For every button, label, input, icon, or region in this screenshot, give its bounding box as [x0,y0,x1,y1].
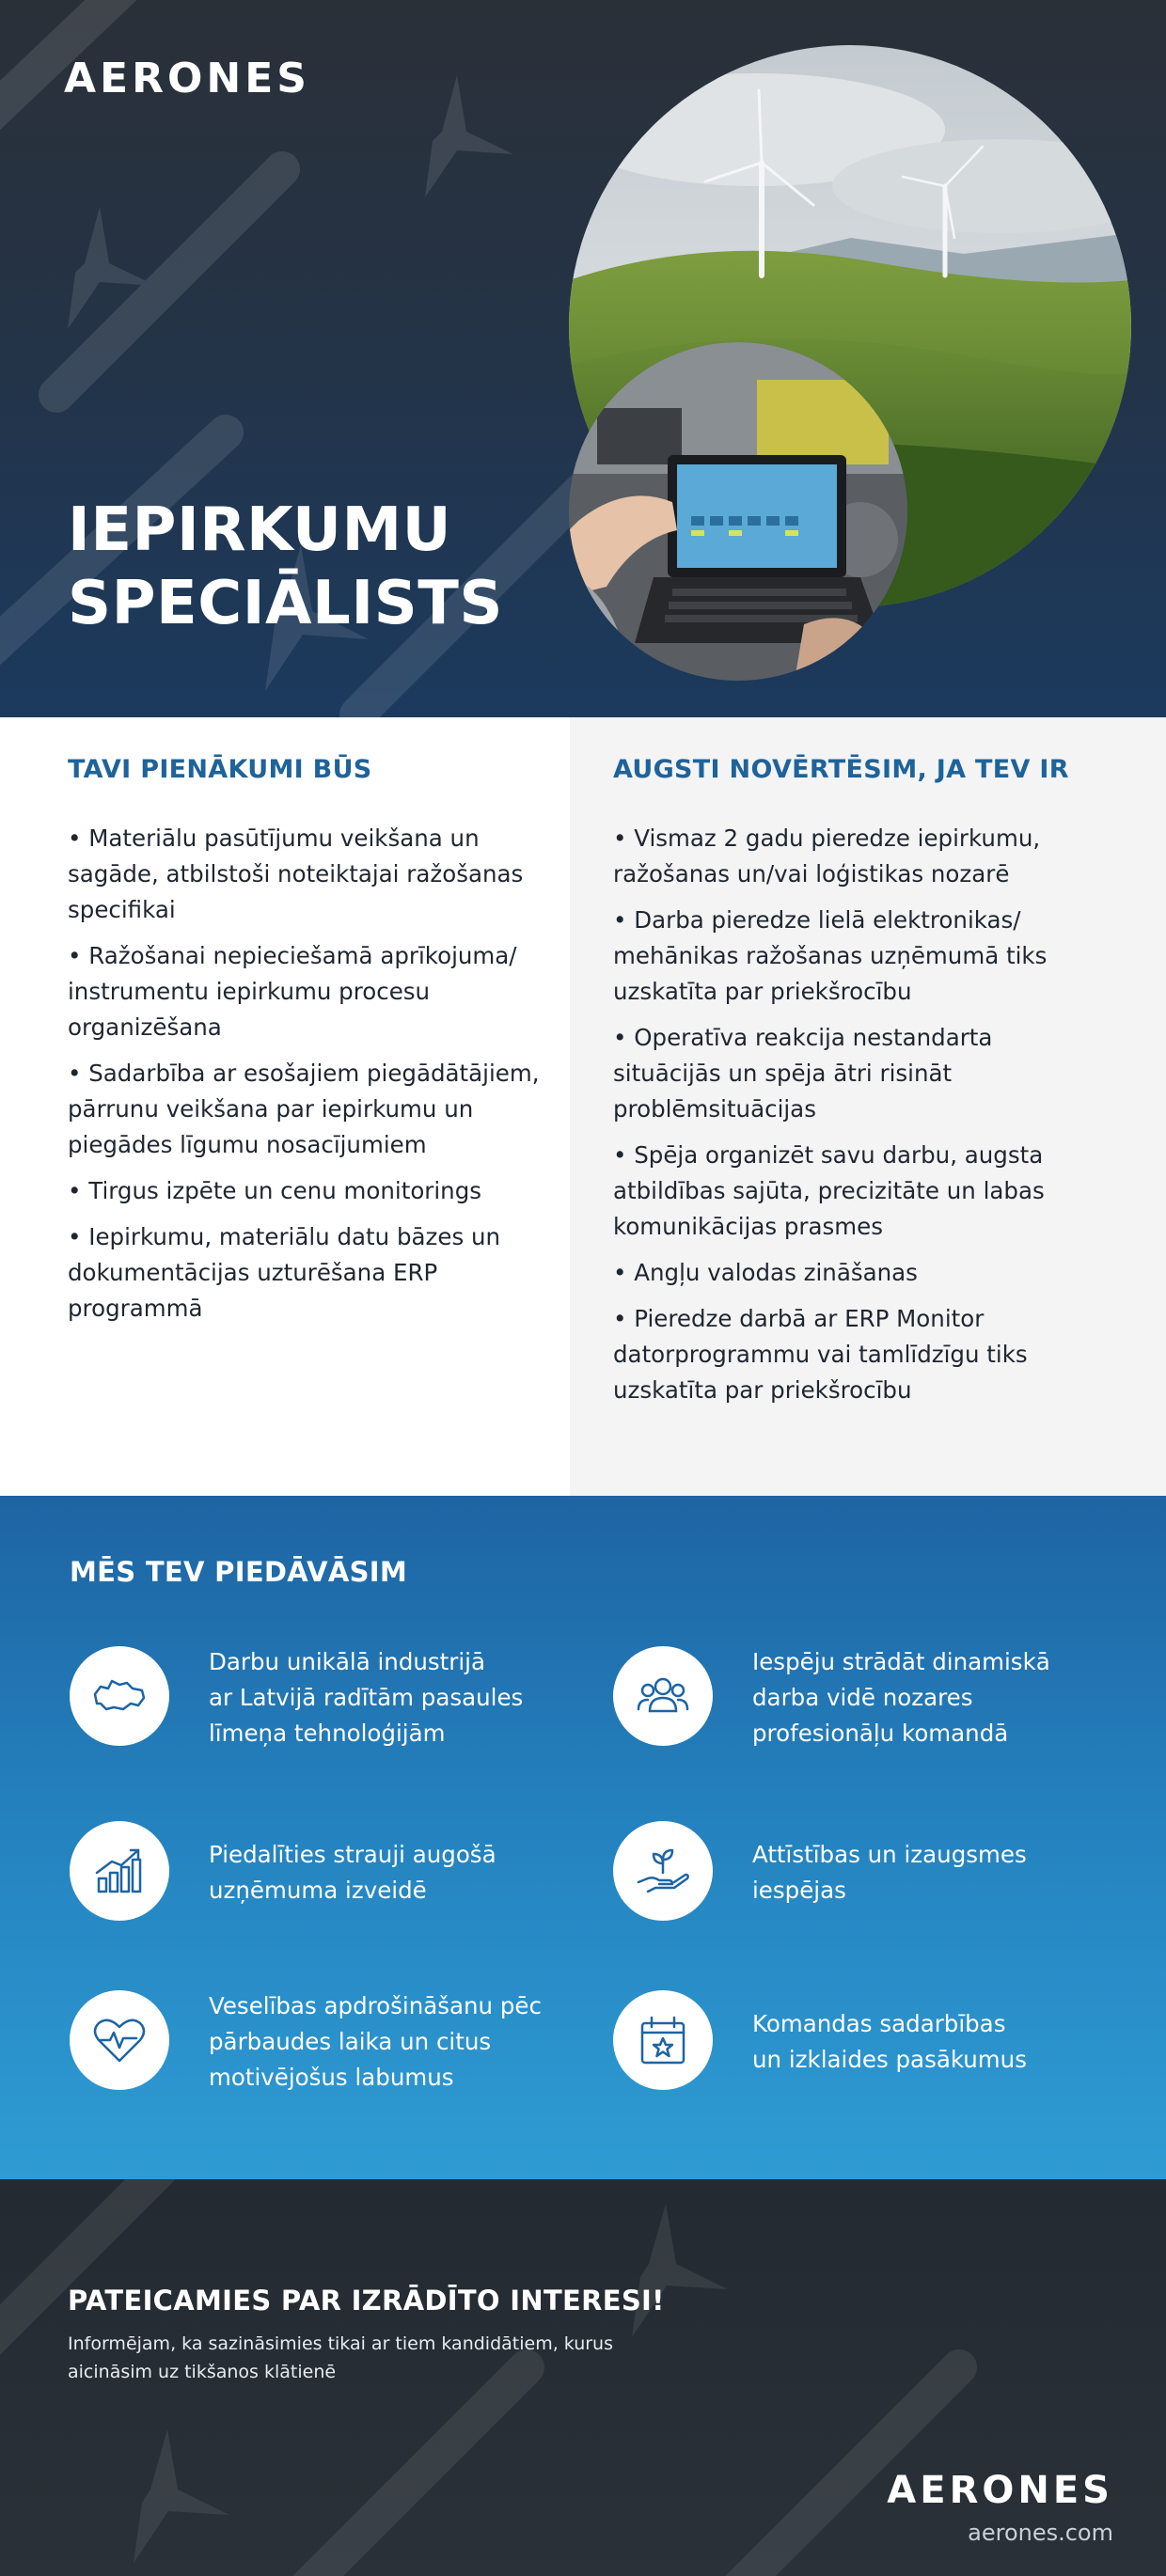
list-item: • Sadarbība ar esošajiem piegādātājiem, pārrunu veikšana par iepirkumu un piegādes līgumu nosacījumiem [68,1060,540,1158]
hand-plant-icon [613,1821,713,1921]
benefit-text [209,1644,575,1751]
list-item: • Iepirkumu, materiālu datu bāzes un dokumentācijas uzturēšana ERP programmā [68,1223,501,1322]
benefit-line: līmeņa tehnoloģijām [209,1720,446,1747]
benefit-line: iespējas [752,1877,846,1904]
list-item: • Angļu valodas zināšanas [613,1259,918,1286]
offer-section [0,1496,1166,2179]
contact-note [68,2330,651,2386]
benefit-item [613,1821,1140,1924]
benefit-line: pārbaudes laika un citus [209,2028,492,2055]
thanks-heading: PATEICAMIES PAR IZRĀDĪTO INTERESI! [68,2285,665,2317]
duties-list [68,821,549,1337]
list-item: • Tirgus izpēte un cenu monitorings [68,1177,482,1204]
aerones-logo: AERONES [64,55,310,102]
job-title [68,494,503,640]
list-item: • Spēja organizēt savu darbu, augsta atbildības sajūta, precizitāte un labas komunikācijas prasmes [613,1141,1045,1240]
contact-note-line: Informējam, ka sazināsimies tikai ar tiem kandidātiem, kurus [68,2333,614,2354]
list-item: • Materiālu pasūtījumu veikšana un sagāde, atbilstoši noteiktajai ražošanas specifikai [68,825,524,923]
benefit-line: un izklaides pasākumus [752,2046,1027,2073]
benefit-line: ar Latvijā radītām pasaules [209,1684,524,1711]
benefit-item [613,1990,1140,2094]
duties-section [0,717,570,1496]
job-title-line-1: IEPIRKUMU [68,495,452,565]
benefit-line: Iespēju strādāt dinamiskā [752,1648,1050,1675]
aerones-logo-footer: AERONES [887,2469,1113,2512]
benefit-item [613,1646,1140,1750]
list-item: • Darba pieredze lielā elektronikas/ mehānikas ražošanas uzņēmumā tiks uzskatīta par priekšrocību [613,906,1048,1005]
list-item: • Vismaz 2 gadu pieredze iepirkumu, ražošanas un/vai loģistikas nozarē [613,825,1041,887]
list-item: • Operatīva reakcija nestandarta situācijās un spēja ātri risināt problēmsituācijas [613,1024,993,1123]
job-title-line-2: SPECIĀLISTS [68,569,503,638]
benefit-item [70,1990,596,2094]
benefit-text [209,1837,575,1908]
heart-pulse-icon [70,1990,169,2090]
benefit-item [70,1821,596,1924]
list-item: • Ražošanai nepieciešamā aprīkojuma/ instrumentu iepirkumu procesu organizēšana [68,942,517,1041]
growth-chart-icon [70,1821,169,1921]
benefit-text [752,2006,1119,2078]
benefit-line: Darbu unikālā industrijā [209,1648,485,1675]
benefit-line: Komandas sadarbības [752,2010,1006,2037]
list-item: • Pieredze darbā ar ERP Monitor datorprogrammu vai tamlīdzīgu tiks uzskatīta par priekšrocību [613,1305,1028,1404]
footer-section [0,2179,1166,2576]
laptop-illustration [569,342,907,681]
requirements-heading: AUGSTI NOVĒRTĒSIM, JA TEV IR [613,755,1069,784]
website-link[interactable]: aerones.com [968,2520,1113,2546]
contact-note-line: aicināsim uz tikšanos klātienē [68,2362,337,2382]
benefit-line: Veselības apdrošināšanu pēc [209,1992,542,2019]
benefit-item [70,1646,596,1750]
benefit-line: uzņēmuma izveidē [209,1877,427,1904]
requirements-list [613,821,1102,1419]
benefit-line: Piedalīties strauji augošā [209,1841,496,1868]
benefit-line: Attīstības un izaugsmes [752,1841,1027,1868]
benefit-text [752,1837,1119,1908]
benefit-line: motivējošus labumus [209,2064,454,2091]
duties-heading: TAVI PIENĀKUMI BŪS [68,755,372,784]
hero-section [0,0,1166,717]
benefit-line: profesionāļu komandā [752,1720,1009,1747]
latvia-map-icon [70,1646,169,1746]
laptop-workbench-photo [569,342,907,681]
team-icon [613,1646,713,1746]
offer-heading: MĒS TEV PIEDĀVĀSIM [70,1556,408,1588]
benefit-text [209,1988,575,2096]
calendar-star-icon [613,1990,713,2090]
requirements-section [570,717,1166,1496]
benefit-text [752,1644,1119,1751]
benefit-line: darba vidē nozares [752,1684,973,1711]
